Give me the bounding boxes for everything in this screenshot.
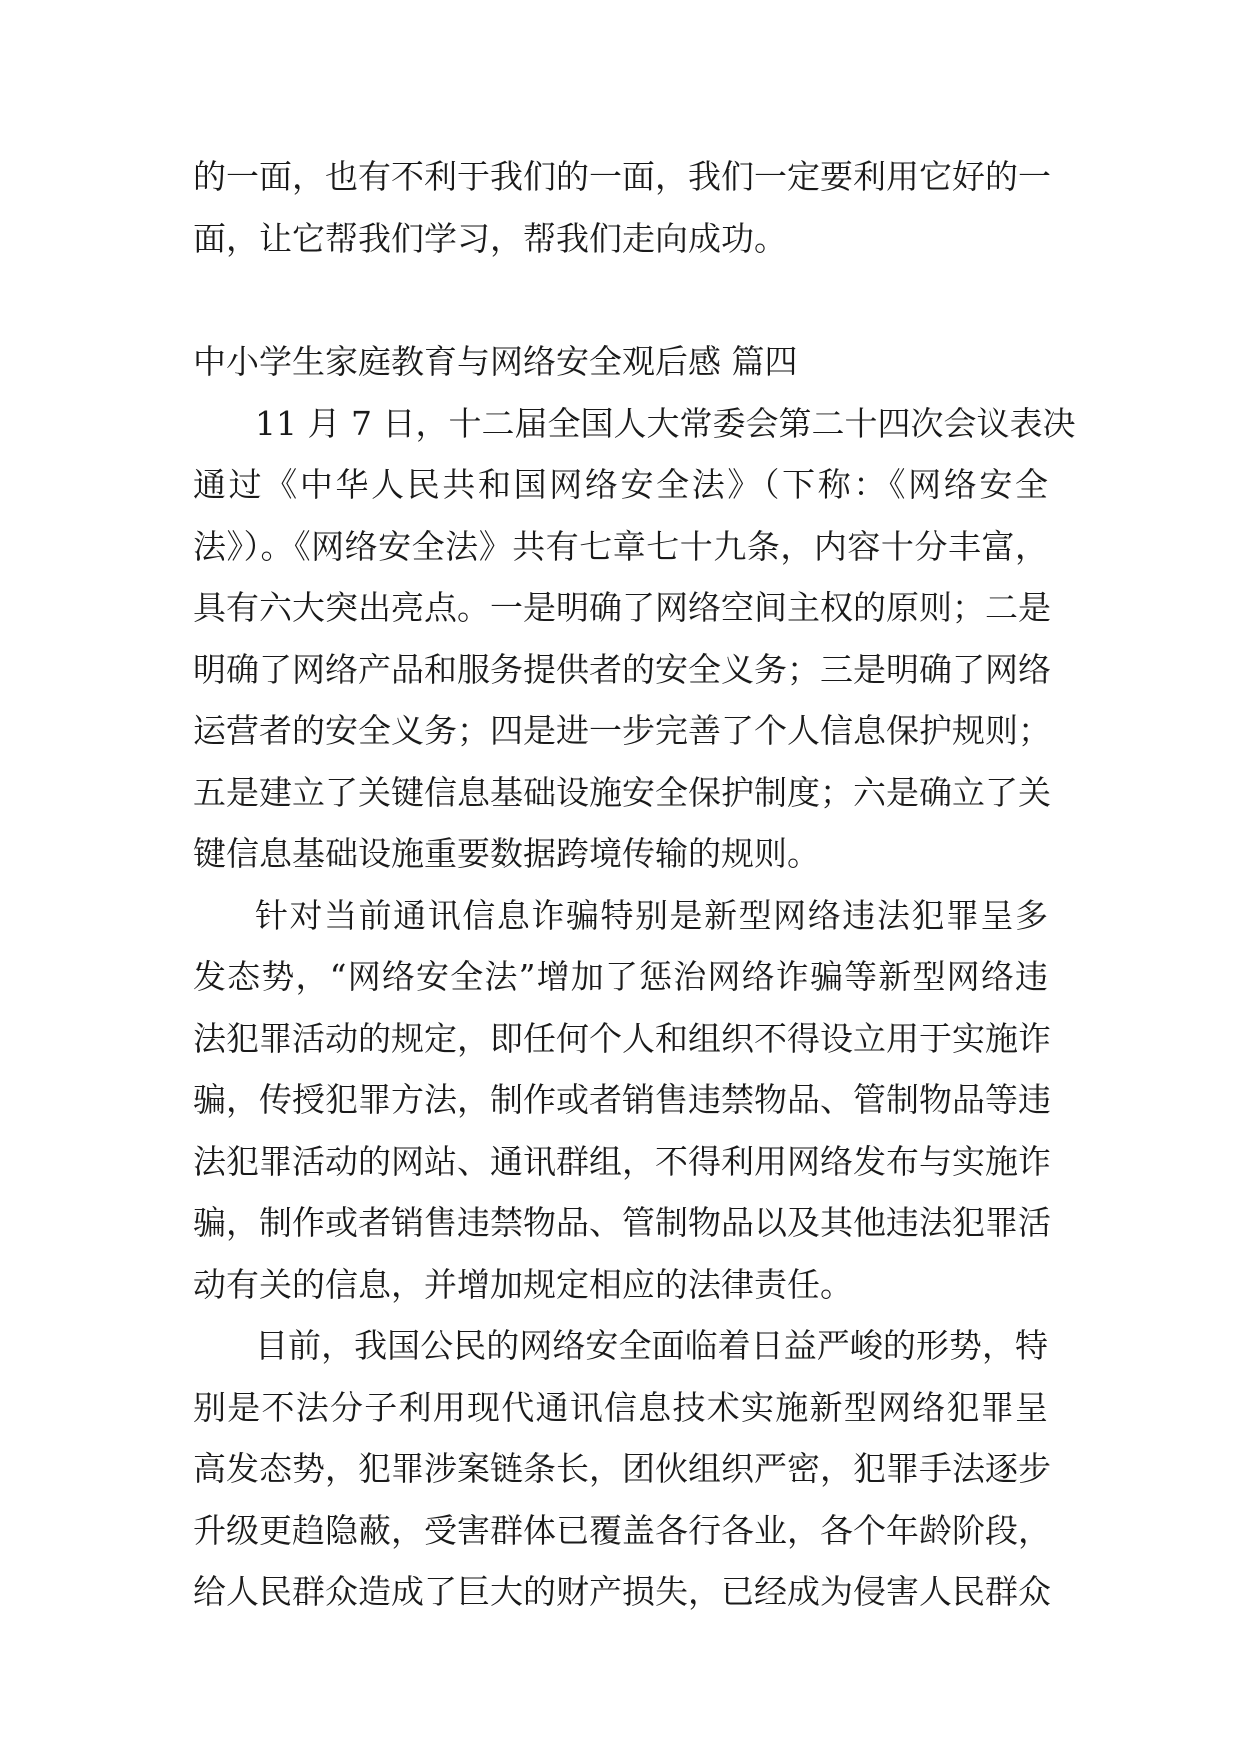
paragraph-2-line-2: 发态势，“网络安全法”增加了惩治网络诈骗等新型网络违 [193, 957, 1048, 996]
paragraph-1-line-6: 运营者的安全义务；四是进一步完善了个人信息保护规则； [193, 711, 1051, 750]
paragraph-3-line-2: 别是不法分子利用现代通讯信息技术实施新型网络犯罪呈 [193, 1388, 1048, 1427]
paragraph-2-line-5: 法犯罪活动的网站、通讯群组，不得利用网络发布与实施诈 [193, 1142, 1051, 1181]
paragraph-3-line-1: 目前，我国公民的网络安全面临着日益严峻的形势，特 [255, 1326, 1048, 1365]
continuation-line-2: 面，让它帮我们学习，帮我们走向成功。 [193, 219, 787, 258]
paragraph-1-line-1: 11 月 7 日，十二届全国人大常委会第二十四次会议表决 [255, 404, 1076, 443]
paragraph-2-line-3: 法犯罪活动的规定，即任何个人和组织不得设立用于实施诈 [193, 1019, 1051, 1058]
paragraph-3-line-3: 高发态势，犯罪涉案链条长，团伙组织严密，犯罪手法逐步 [193, 1449, 1051, 1488]
paragraph-1-line-5: 明确了网络产品和服务提供者的安全义务；三是明确了网络 [193, 650, 1051, 689]
paragraph-2-line-7: 动有关的信息，并增加规定相应的法律责任。 [193, 1265, 853, 1304]
section-heading: 中小学生家庭教育与网络安全观后感 篇四 [193, 342, 798, 381]
paragraph-2-line-4: 骗，传授犯罪方法，制作或者销售违禁物品、管制物品等违 [193, 1080, 1051, 1119]
paragraph-2-line-1: 针对当前通讯信息诈骗特别是新型网络违法犯罪呈多 [255, 896, 1048, 935]
paragraph-1-line-2: 通过《中华人民共和国网络安全法》（下称：《网络安全 [193, 465, 1048, 504]
continuation-line-1: 的一面，也有不利于我们的一面，我们一定要利用它好的一 [193, 157, 1051, 196]
paragraph-3-line-5: 给人民群众造成了巨大的财产损失，已经成为侵害人民群众 [193, 1572, 1051, 1611]
paragraph-1-line-7: 五是建立了关键信息基础设施安全保护制度；六是确立了关 [193, 773, 1051, 812]
paragraph-1-line-4: 具有六大突出亮点。一是明确了网络空间主权的原则；二是 [193, 588, 1051, 627]
paragraph-3-line-4: 升级更趋隐蔽，受害群体已覆盖各行各业，各个年龄阶段， [193, 1511, 1051, 1550]
paragraph-1-line-8: 键信息基础设施重要数据跨境传输的规则。 [193, 834, 820, 873]
paragraph-2-line-6: 骗，制作或者销售违禁物品、管制物品以及其他违法犯罪活 [193, 1203, 1051, 1242]
paragraph-1-line-3: 法》）。《网络安全法》共有七章七十九条，内容十分丰富， [193, 527, 1048, 566]
